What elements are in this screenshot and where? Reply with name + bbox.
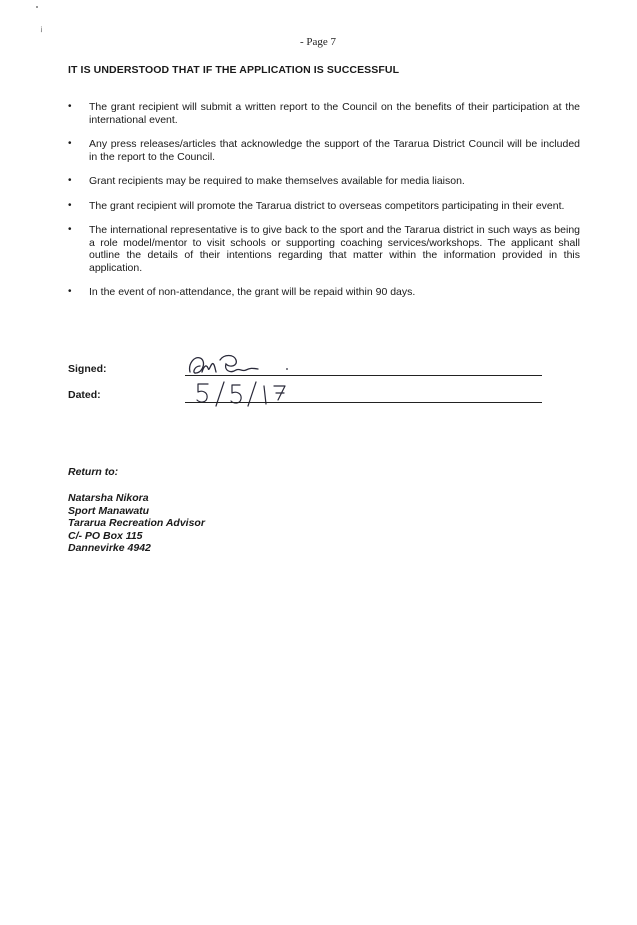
scan-speck: [36, 6, 38, 8]
condition-text: Grant recipients may be required to make themselves available for media liaison.: [89, 175, 465, 187]
dated-label: Dated:: [68, 389, 101, 401]
date-line: [185, 402, 542, 403]
bullet-icon: •: [68, 101, 72, 112]
bullet-icon: •: [68, 286, 72, 297]
condition-text: Any press releases/articles that acknowledge the support of the Tararua District Council will be included in the report to the Council.: [89, 138, 580, 163]
condition-item: [68, 286, 580, 299]
return-address: [68, 492, 205, 555]
scan-mark: ¡: [40, 24, 43, 33]
signature-line: [185, 375, 542, 376]
condition-item: [68, 138, 580, 163]
bullet-icon: •: [68, 224, 72, 235]
condition-item: [68, 224, 580, 274]
return-to-label: Return to:: [68, 466, 119, 478]
signature-icon: [186, 350, 296, 378]
condition-item: [68, 200, 580, 213]
conditions-list: [68, 101, 580, 311]
address-line-org: Sport Manawatu: [68, 504, 150, 517]
section-heading: IT IS UNDERSTOOD THAT IF THE APPLICATION IS SUCCESSFUL: [68, 64, 400, 76]
condition-text: The grant recipient will submit a written report to the Council on the benefits of their participation at the international event.: [89, 101, 580, 126]
bullet-icon: •: [68, 138, 72, 149]
handwritten-date: [190, 378, 290, 408]
condition-item: [68, 175, 580, 188]
bullet-icon: •: [68, 199, 72, 211]
condition-item: [68, 101, 580, 126]
address-line-name: Natarsha Nikora: [68, 492, 149, 504]
address-line-pobox: C/- PO Box 115: [68, 529, 143, 542]
condition-text: In the event of non-attendance, the grant will be repaid within 90 days.: [89, 286, 416, 298]
page-number: - Page 7: [300, 36, 337, 48]
address-line-title: Tararua Recreation Advisor: [68, 517, 205, 530]
signed-label: Signed:: [68, 363, 107, 375]
condition-text: The international representative is to give back to the sport and the Tararua district in such ways as being a role model/mentor to visit schools or supporting coaching services/workshops. The applicant shall outline the details of their intentions regarding that matter within the information provided in this application.: [89, 224, 580, 274]
address-line-city: Dannevirke 4942: [68, 542, 151, 555]
condition-text: The grant recipient will promote the Tararua district to overseas competitors participating in their event.: [89, 199, 565, 212]
bullet-icon: •: [68, 175, 72, 186]
